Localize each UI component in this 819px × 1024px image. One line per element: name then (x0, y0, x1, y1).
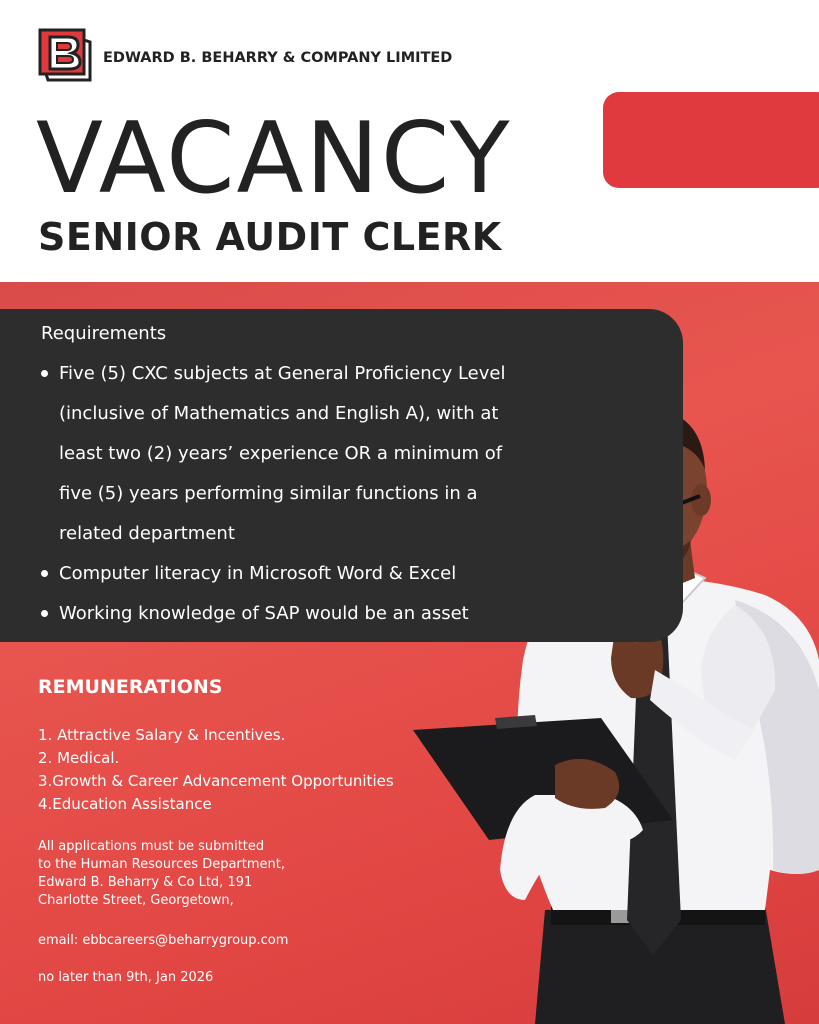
beharry-b-logo-icon (38, 28, 96, 82)
application-line: Charlotte Street, Georgetown, (38, 893, 234, 908)
vacancy-title: VACANCY (36, 102, 512, 216)
requirement-item: Five (5) CXC subjects at General Proficiency Level (inclusive of Mathematics and English A), with at least two (2) years’ experience OR a minimum of five (5) years performing similar functions in a related department (38, 354, 538, 554)
requirements-heading: Requirements (41, 323, 167, 344)
remuneration-item: 4.Education Assistance (38, 795, 212, 813)
application-line: Edward B. Beharry & Co Ltd, 191 (38, 875, 253, 890)
remuneration-item: 3.Growth & Career Advancement Opportunities (38, 772, 394, 790)
application-line: All applications must be submitted (38, 839, 265, 854)
requirement-item: Working knowledge of SAP would be an asset (38, 594, 538, 634)
requirement-item: Computer literacy in Microsoft Word & Excel (38, 554, 538, 594)
application-line: to the Human Resources Department, (38, 857, 285, 872)
company-name: EDWARD B. BEHARRY & COMPANY LIMITED (103, 50, 453, 66)
remunerations-heading: REMUNERATIONS (38, 676, 223, 698)
accent-pill (603, 92, 819, 188)
requirements-list (38, 354, 538, 634)
application-email[interactable]: email: ebbcareers@beharrygroup.com (38, 933, 289, 948)
remuneration-item: 1. Attractive Salary & Incentives. (38, 726, 286, 744)
remunerations-list (38, 724, 394, 816)
job-title: SENIOR AUDIT CLERK (38, 215, 502, 259)
remuneration-item: 2. Medical. (38, 749, 120, 767)
application-deadline: no later than 9th, Jan 2026 (38, 970, 214, 985)
application-instructions (38, 838, 285, 910)
header (0, 0, 819, 282)
